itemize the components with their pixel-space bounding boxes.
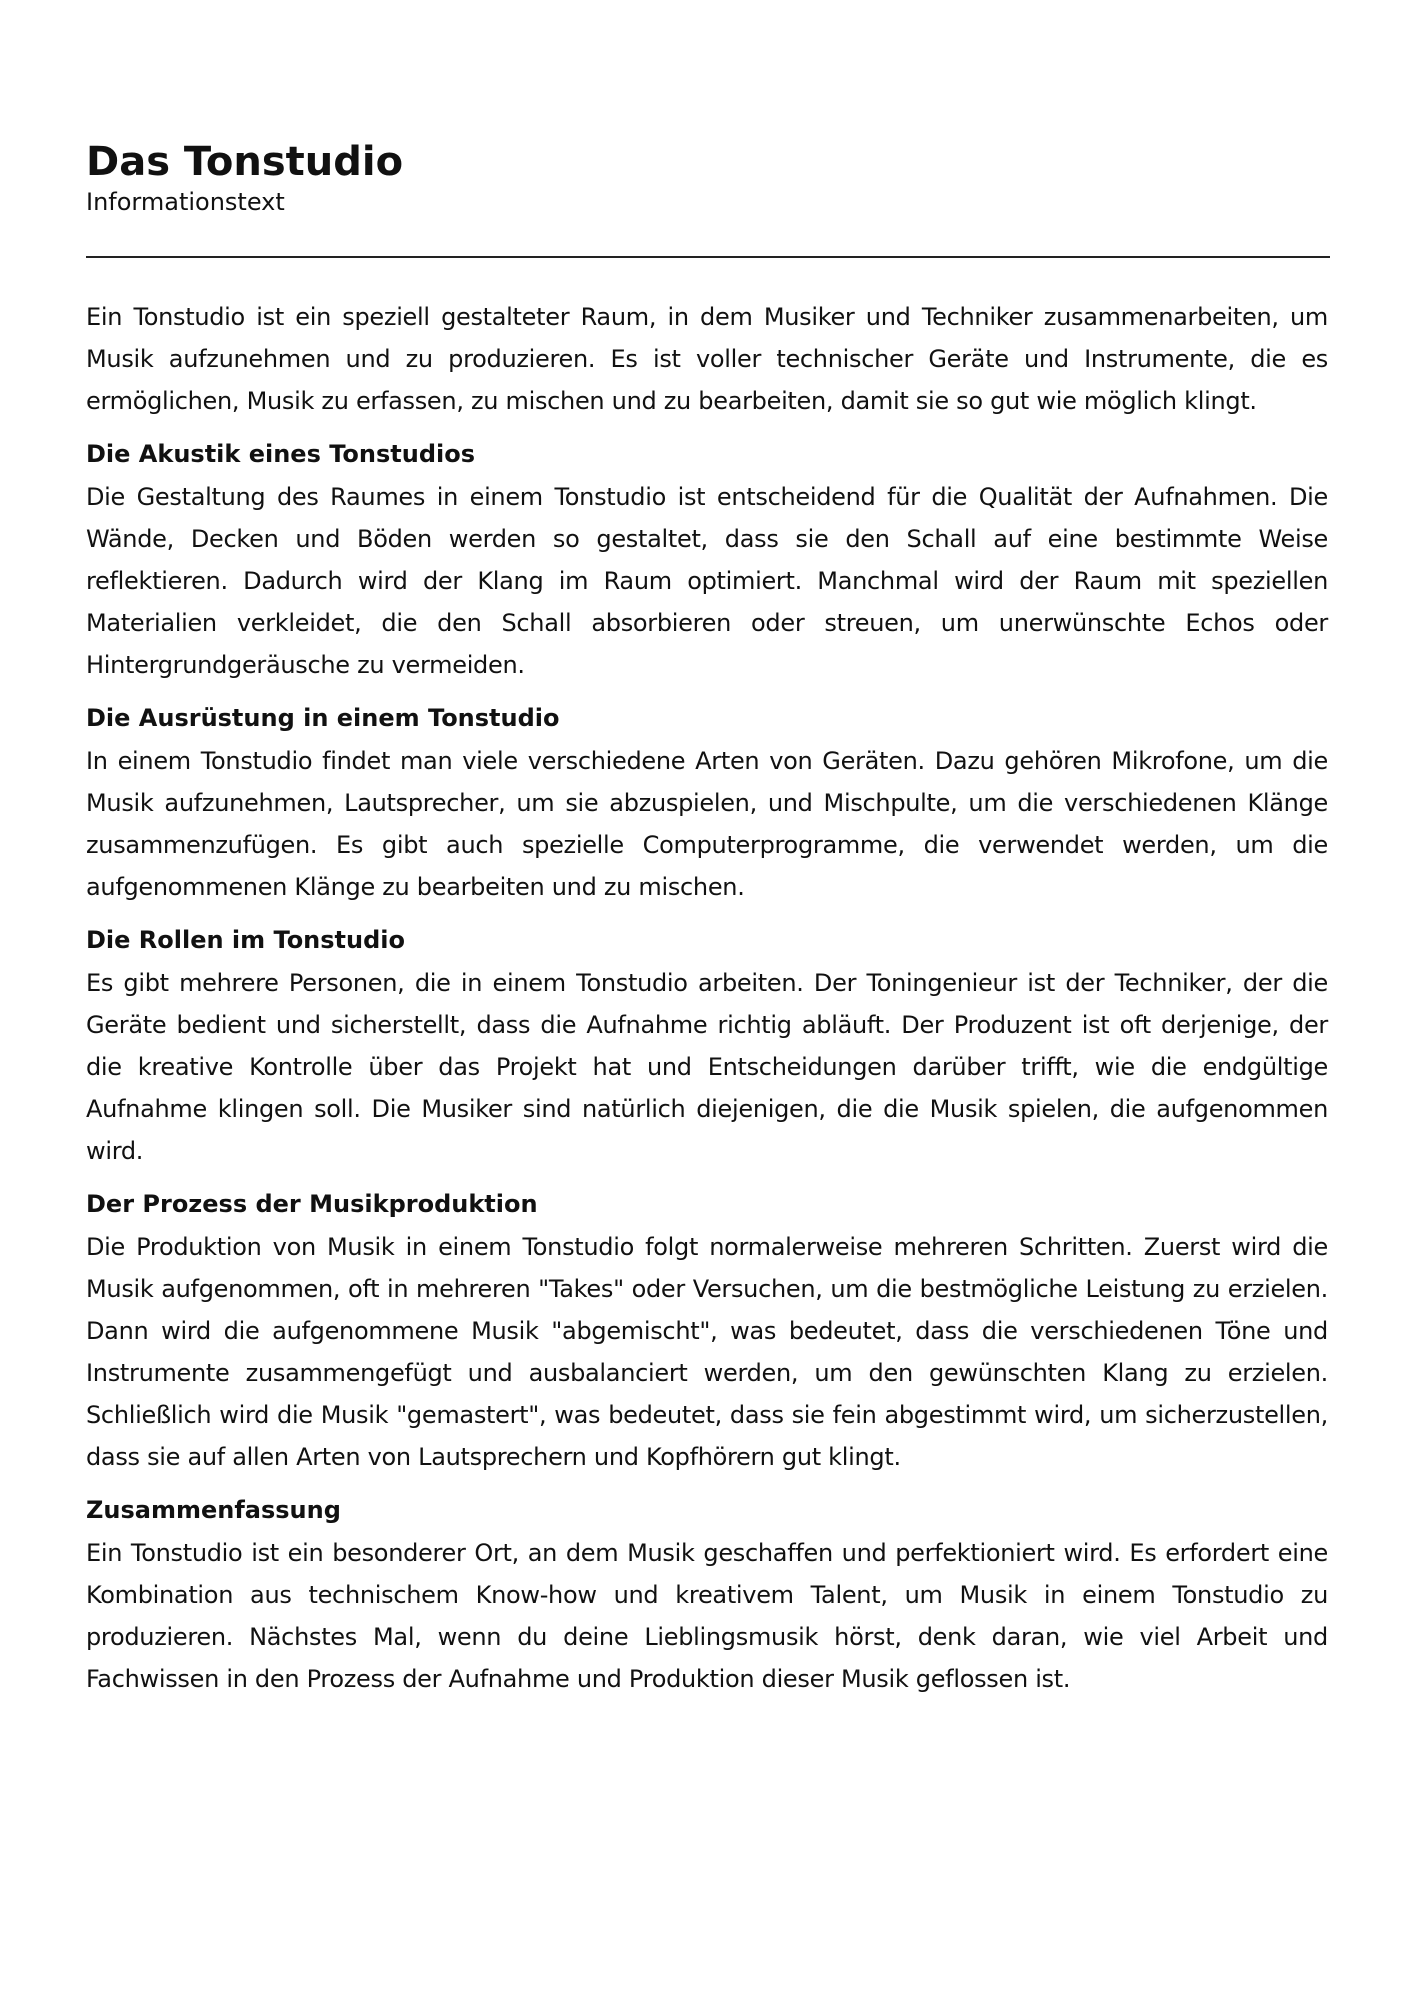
section-paragraph: Die Produktion von Musik in einem Tonstudio folgt normalerweise mehreren Schritten. Zuerst wird die Musik aufgenommen, oft in mehreren "Takes" oder Versuchen, um die bestmögliche Leistung zu erzielen. Dann wird die aufgenommene Musik "abgemischt", was bedeutet, dass die verschiedenen Töne und Instrumente zusammengefügt und ausbalanciert werden, um den gewünschten Klang zu erzielen. Schließlich wird die Musik "gemastert", was bedeutet, dass sie fein abgestimmt wird, um sicherzustellen, dass sie auf allen Arten von Lautsprechern und Kopfhörern gut klingt. (86, 1233, 1328, 1471)
section-paragraph: In einem Tonstudio findet man viele verschiedene Arten von Geräten. Dazu gehören Mikrofone, um die Musik aufzunehmen, Lautsprecher, um sie abzuspielen, und Mischpulte, um die verschiedenen Klänge zusammenzufügen. Es gibt auch spezielle Computerprogramme, die verwendet werden, um die aufgenommenen Klänge zu bearbeiten und zu mischen. (86, 747, 1328, 901)
section-paragraph: Ein Tonstudio ist ein besonderer Ort, an dem Musik geschaffen und perfektioniert wird. Es erfordert eine Kombination aus technischem Know-how und kreativem Talent, um Musik in einem Tonstudio zu produzieren. Nächstes Mal, wenn du deine Lieblingsmusik hörst, denk daran, wie viel Arbeit und Fachwissen in den Prozess der Aufnahme und Produktion dieser Musik geflossen ist. (86, 1539, 1328, 1693)
section-heading: Der Prozess der Musikproduktion (86, 1190, 538, 1218)
section-heading: Die Akustik eines Tonstudios (86, 440, 475, 468)
section-summary (86, 1494, 1328, 1700)
section-heading: Die Ausrüstung in einem Tonstudio (86, 704, 560, 732)
intro-paragraph: Ein Tonstudio ist ein speziell gestalteter Raum, in dem Musiker und Techniker zusammenarbeiten, um Musik aufzunehmen und zu produzieren. Es ist voller technischer Geräte und Instrumente, die es ermöglichen, Musik zu erfassen, zu mischen und zu bearbeiten, damit sie so gut wie möglich klingt. (86, 303, 1328, 415)
section-paragraph: Die Gestaltung des Raumes in einem Tonstudio ist entscheidend für die Qualität der Aufnahmen. Die Wände, Decken und Böden werden so gestaltet, dass sie den Schall auf eine bestimmte Weise reflektieren. Dadurch wird der Klang im Raum optimiert. Manchmal wird der Raum mit speziellen Materialien verkleidet, die den Schall absorbieren oder streuen, um unerwünschte Echos oder Hintergrundgeräusche zu vermeiden. (86, 483, 1328, 679)
intro-section (86, 296, 1328, 422)
page-subtitle: Informationstext (86, 188, 285, 216)
section-equipment (86, 702, 1328, 908)
section-process (86, 1188, 1328, 1478)
section-roles (86, 924, 1328, 1172)
document-page (86, 138, 1328, 1700)
section-paragraph: Es gibt mehrere Personen, die in einem Tonstudio arbeiten. Der Toningenieur ist der Techniker, der die Geräte bedient und sicherstellt, dass die Aufnahme richtig abläuft. Der Produzent ist oft derjenige, der die kreative Kontrolle über das Projekt hat und Entscheidungen darüber trifft, wie die endgültige Aufnahme klingen soll. Die Musiker sind natürlich diejenigen, die die Musik spielen, die aufgenommen wird. (86, 969, 1328, 1165)
section-heading: Die Rollen im Tonstudio (86, 926, 406, 954)
header-divider (86, 256, 1330, 258)
page-title: Das Tonstudio (86, 139, 404, 185)
section-acoustics (86, 438, 1328, 686)
section-heading: Zusammenfassung (86, 1496, 341, 1524)
